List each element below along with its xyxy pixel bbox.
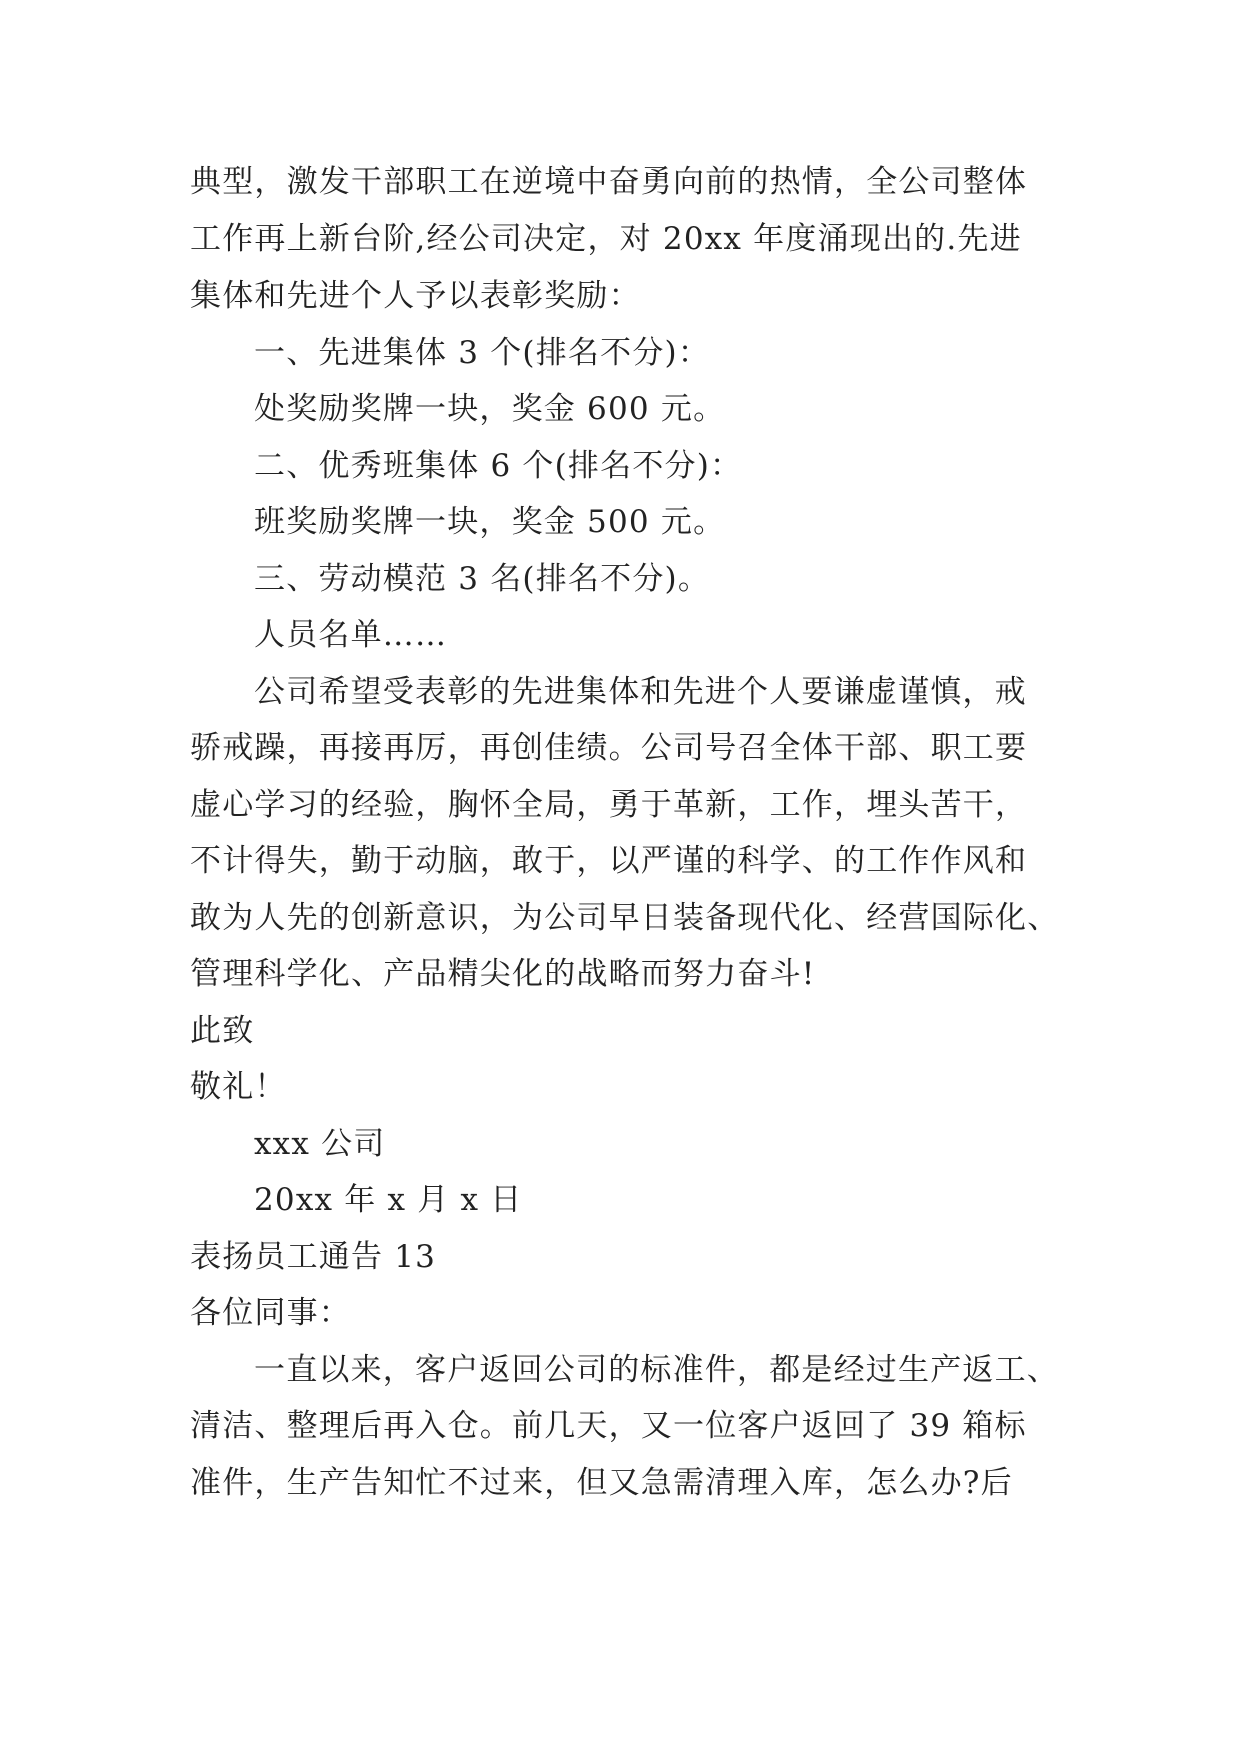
paragraph-line-12: 准件，生产告知忙不过来，但又急需清理入库，怎么办?后 <box>190 1465 1013 1501</box>
list-item-2: 二、优秀班集体 6 个(排名不分)： <box>254 448 743 484</box>
paragraph-line-2: 工作再上新台阶,经公司决定，对 20xx 年度涌现出的.先进 <box>190 221 1022 257</box>
paragraph-line-6: 虚心学习的经验，胸怀全局，勇于革新，工作，埋头苦干， <box>190 787 1028 823</box>
name-list-label: 人员名单…… <box>254 617 448 653</box>
list-item-2-reward: 班奖励奖牌一块，奖金 500 元。 <box>254 504 726 540</box>
signature-company: xxx 公司 <box>254 1126 386 1162</box>
list-item-3: 三、劳动模范 3 名(排名不分)。 <box>254 561 711 597</box>
paragraph-line-4: 公司希望受表彰的先进集体和先进个人要谦虚谨慎，戒 <box>254 674 1027 710</box>
list-item-1: 一、先进集体 3 个(排名不分)： <box>254 335 711 371</box>
list-item-1-reward: 处奖励奖牌一块，奖金 600 元。 <box>254 391 726 427</box>
paragraph-line-11: 清洁、整理后再入仓。前几天，又一位客户返回了 39 箱标 <box>190 1408 1027 1444</box>
closing-regards: 敬礼！ <box>190 1069 287 1105</box>
greeting: 各位同事： <box>190 1295 351 1331</box>
paragraph-line-1: 典型，激发干部职工在逆境中奋勇向前的热情，全公司整体 <box>190 164 1028 200</box>
closing-salutation: 此致 <box>190 1013 255 1049</box>
paragraph-line-9: 管理科学化、产品精尖化的战略而努力奋斗! <box>190 956 816 992</box>
paragraph-line-5: 骄戒躁，再接再厉，再创佳绩。公司号召全体干部、职工要 <box>190 730 1028 766</box>
paragraph-line-7: 不计得失，勤于动脑，敢于，以严谨的科学、的工作作风和 <box>190 843 1028 879</box>
paragraph-line-10: 一直以来，客户返回公司的标准件，都是经过生产返工、 <box>254 1352 1059 1388</box>
signature-date: 20xx 年 x 月 x 日 <box>254 1182 523 1218</box>
paragraph-line-8: 敢为人先的创新意识，为公司早日装备现代化、经营国际化、 <box>190 900 1060 936</box>
section-title: 表扬员工通告 13 <box>190 1239 437 1275</box>
paragraph-line-3: 集体和先进个人予以表彰奖励： <box>190 278 641 314</box>
